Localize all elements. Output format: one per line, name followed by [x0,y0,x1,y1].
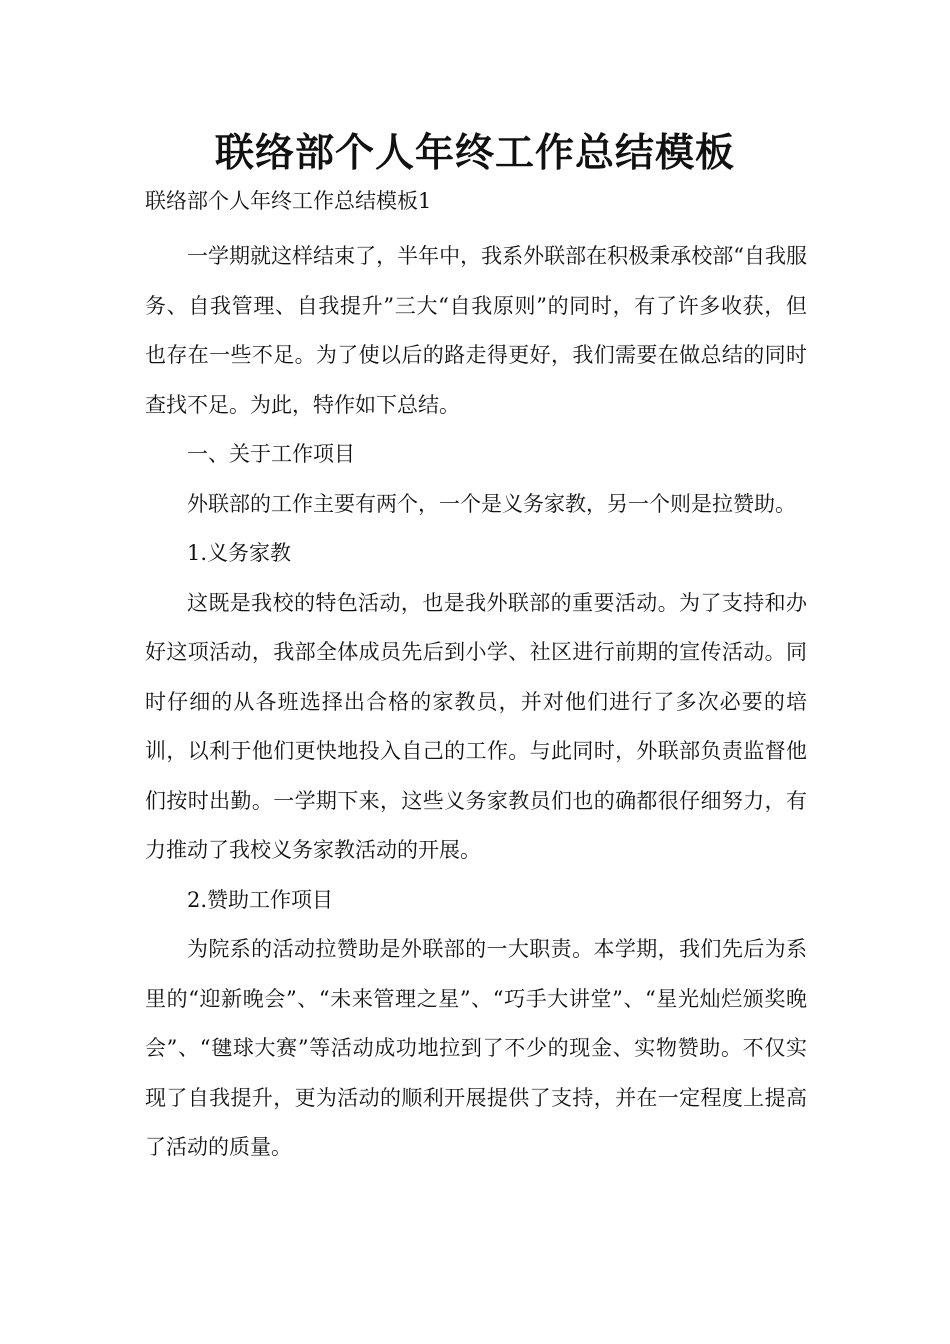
subheading-volunteer-tutoring: 1.义务家教 [187,541,292,565]
intro-paragraph: 一学期就这样结束了，半年中，我系外联部在积极秉承校部“自我服务、自我管理、自我提升”三大“自我原则”的同时，有了许多收获，但也存在一些不足。为了使以后的路走得更好，我们需要在做总结的同时查找不足。为此，特作如下总结。 [145,244,807,417]
document-subtitle: 联络部个人年终工作总结模板1 [145,189,432,213]
work-overview-paragraph: 外联部的工作主要有两个，一个是义务家教，另一个则是拉赞助。 [187,491,796,516]
document-body [145,232,807,1173]
volunteer-tutoring-paragraph: 这既是我校的特色活动，也是我外联部的重要活动。为了支持和办好这项活动，我部全体成员先后到小学、社区进行前期的宣传活动。同时仔细的从各班选择出合格的家教员，并对他们进行了多次必要的培训，以利于他们更快地投入自己的工作。与此同时，外联部负责监督他们按时出勤。一学期下来，这些义务家教员们也的确都很仔细努力，有力推动了我校义务家教活动的开展。 [145,590,807,862]
document-title: 联络部个人年终工作总结模板 [214,131,735,176]
sponsorship-paragraph: 为院系的活动拉赞助是外联部的一大职责。本学期，我们先后为系里的“迎新晚会”、“未来管理之星”、“巧手大讲堂”、“星光灿烂颁奖晚会”、“毽球大赛”等活动成功地拉到了不少的现金、实物赞助。不仅实现了自我提升，更为活动的顺利开展提供了支持，并在一定程度上提高了活动的质量。 [145,937,807,1159]
section-heading-work-projects: 一、关于工作项目 [187,442,355,466]
subheading-sponsorship: 2.赞助工作项目 [187,887,334,912]
